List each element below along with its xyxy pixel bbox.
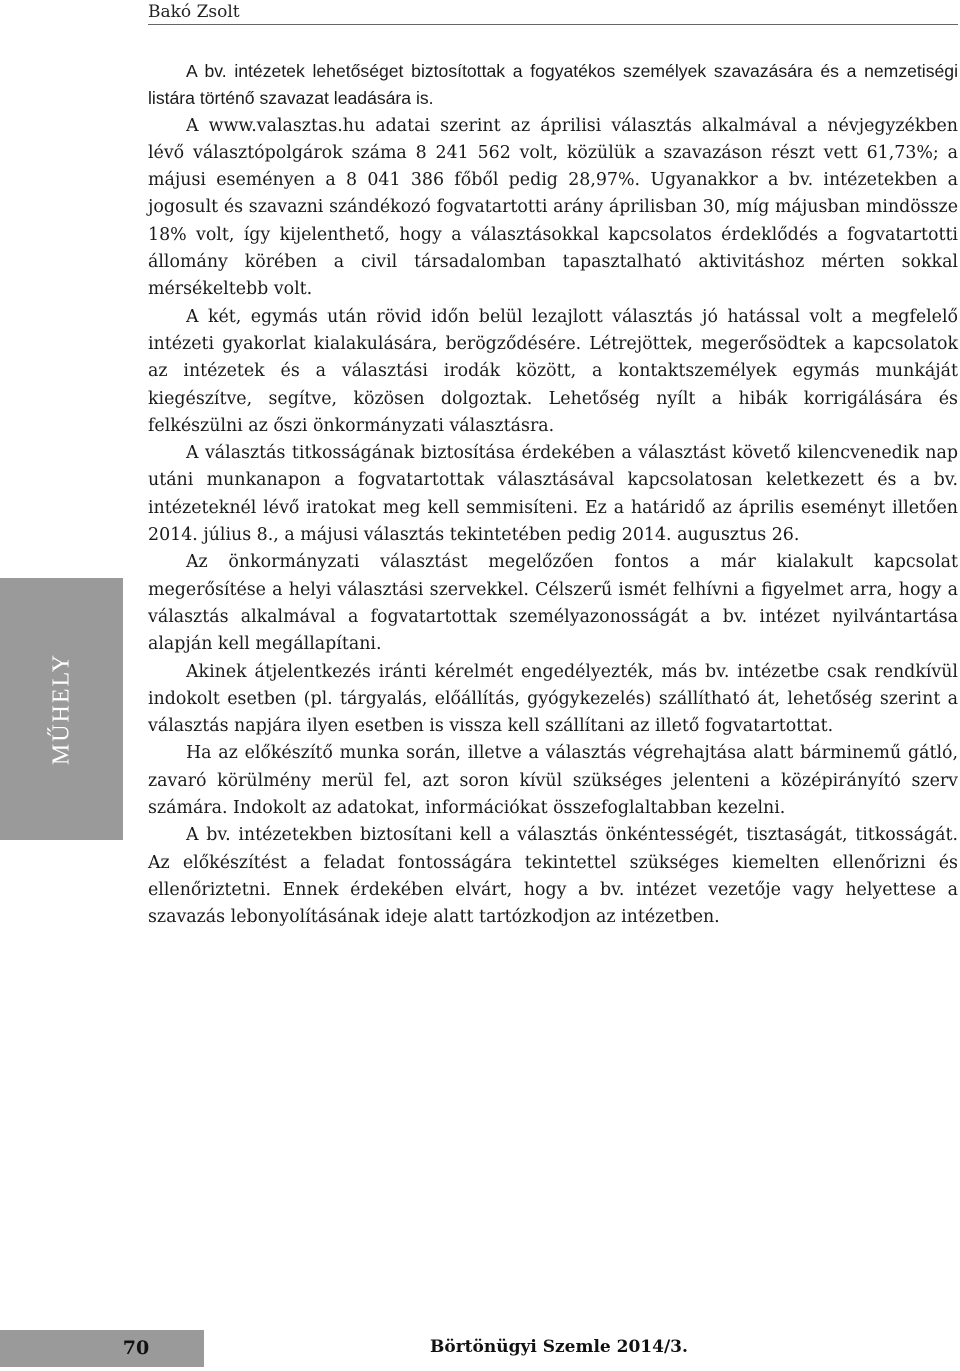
paragraph: Ha az előkészítő munka során, illetve a választás végrehajtása alatt bárminemű gátló, zavaró körülmény merül fel, azt soron kívül szükséges jelenteni a középirányító szerv számára. Indokolt az adatokat, információkat összefoglaltabban kezelni. [148, 743, 958, 819]
paragraph: A bv. intézetek lehetőséget biztosítottak a fogyatékos személyek szavazására és a nemzetiségi listára történő szavazat leadására is. [148, 61, 958, 109]
paragraph: A www.valasztas.hu adatai szerint az áprilisi választás alkalmával a névjegyzékben lévő választópolgárok száma 8 241 562 volt, közülük a szavazáson részt vett 61,73%; a májusi eseményen a 8 041 386 főből pedig 28,97%. Ugyanakkor a bv. intézetekben a jogosult és szavazni szándékozó fogvatartotti arány áprilisban 30, míg májusban mindössze 18% volt, így kijelenthető, hogy a választásokkal kapcsolatos érdeklődés a fogvatartotti állomány körében a civil társadalomban tapasztalható aktivitáshoz mérten sokkal mérsékeltebb volt. [148, 115, 958, 300]
paragraph: Az önkormányzati választást megelőzően fontos a már kialakult kapcsolat megerősítése a helyi választási szervekkel. Célszerű ismét felhívni a figyelmet arra, hogy a választás alkalmával a fogvatartottak személyazonosságát a bv. intézet nyilvántartása alapján kell megállapítani. [148, 552, 958, 655]
journal-title: Börtönügyi Szemle 2014/3. [430, 1337, 688, 1357]
page-number: 70 [122, 1337, 150, 1359]
header-divider [148, 24, 958, 25]
running-header-author: Bakó Zsolt [148, 2, 240, 22]
paragraph: A bv. intézetekben biztosítani kell a választás önkéntességét, tisztaságát, titkosságát. Az előkészítést a feladat fontosságára tekintettel szükséges kiemelten ellenőrizni és ellenőriztetni. Ennek érdekében elvárt, hogy a bv. intézet vezetője vagy helyettese a szavazás lebonyolításának ideje alatt tartózkodjon az intézetben. [148, 825, 958, 928]
paragraph: A két, egymás után rövid időn belül lezajlott választás jó hatással volt a megfelelő intézeti gyakorlat kialakulására, berögződésére. Létrejöttek, megerősödtek a kapcsolatok az intézetek és a választási irodák között, a kontaktszemélyek egymás munkáját kiegészítve, segítve, közösen dolgoztak. Lehetőség nyílt a hibák korrigálására és felkészülni az őszi önkormányzati választásra. [148, 306, 958, 436]
paragraph: A választás titkosságának biztosítása érdekében a választást követő kilencvenedik nap utáni munkanapon a fogvatartottak választásával kapcsolatosan keletkezett és a bv. intézeteknél lévő iratokat meg kell semmisíteni. Ez a határidő az április eseményt illetően 2014. július 8., a májusi választás tekintetében pedig 2014. augusztus 26. [148, 443, 958, 546]
paragraph: Akinek átjelentkezés iránti kérelmét engedélyezték, más bv. intézetbe csak rendkívül indokolt esetben (pl. tárgyalás, előállítás, gyógykezelés) szállítható át, lehetőség szerint a választás napjára ilyen esetben is vissza kell szállítani az illető fogvatartottat. [148, 661, 958, 737]
section-side-label: MŰHELY [48, 652, 75, 766]
article-body [148, 58, 958, 932]
